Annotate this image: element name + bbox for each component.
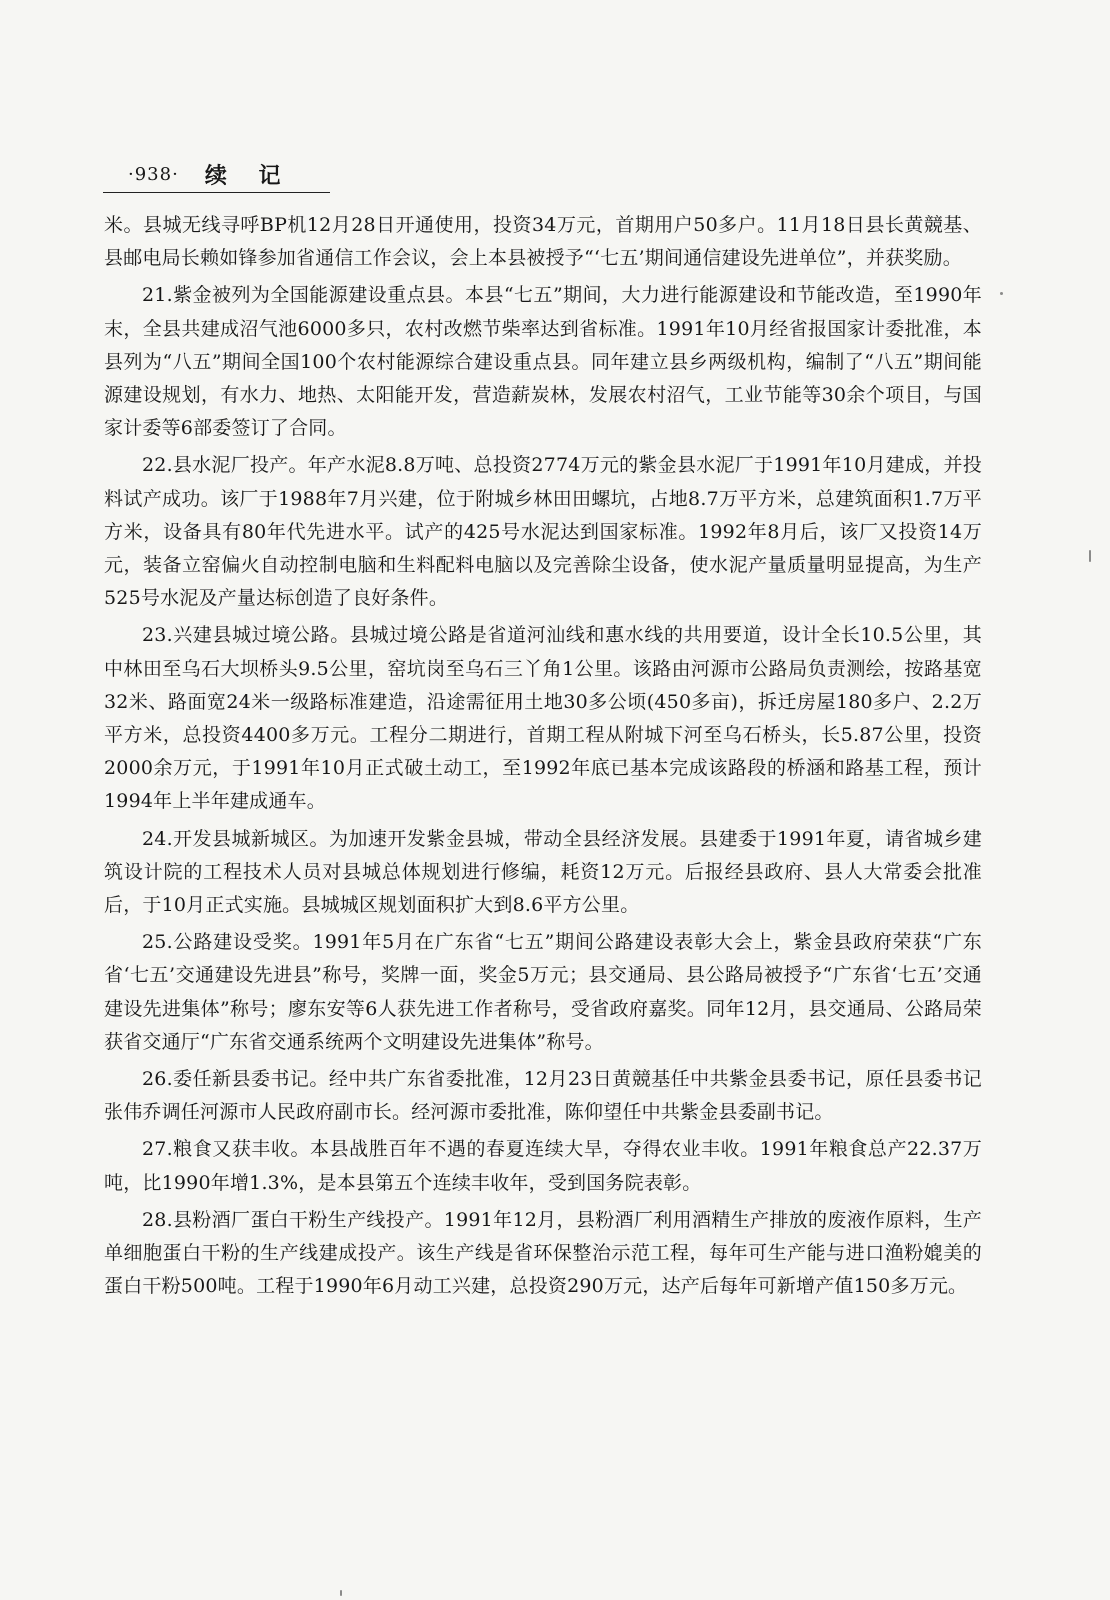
paragraph-25: 25.公路建设受奖。1991年5月在广东省“七五”期间公路建设表彰大会上，紫金县政府荣获“广东省‘七五’交通建设先进县”称号，奖牌一面，奖金5万元；县交通局、县公路局被授予“广东省‘七五’交通建设先进集体”称号；廖东安等6人获先进工作者称号，受省政府嘉奖。同年12月，县交通局、公路局荣获省交通厅“广东省交通系统两个文明建设先进集体”称号。 (104, 931, 982, 1053)
header-rule (103, 192, 330, 193)
scan-speck (1089, 550, 1091, 562)
page-number: ·938· (128, 163, 179, 185)
paragraph-27: 27.粮食又获丰收。本县战胜百年不遇的春夏连续大旱，夺得农业丰收。1991年粮食总产22.37万吨，比1990年增1.3%，是本县第五个连续丰收年，受到国务院表彰。 (104, 1138, 982, 1194)
page-header (128, 158, 328, 190)
paragraph-26: 26.委任新县委书记。经中共广东省委批准，12月23日黄競基任中共紫金县委书记，原任县委书记张伟乔调任河源市人民政府副市长。经河源市委批准，陈仰望任中共紫金县委副书记。 (104, 1068, 982, 1124)
paragraph-23: 23.兴建县城过境公路。县城过境公路是省道河汕线和惠水线的共用要道，设计全长10.5公里，其中林田至乌石大坝桥头9.5公里，窑坑岗至乌石三丫角1公里。该路由河源市公路局负责测绘，按路基宽32米、路面宽24米一级路标准建造，沿途需征用土地30多公顷(450多亩)，拆迁房屋180多户、2.2万平方米，总投资4400多万元。工程分二期进行，首期工程从附城下河至乌石桥头，长5.87公里，投资2000余万元，于1991年10月正式破土动工，至1992年底已基本完成该路段的桥涵和路基工程，预计1994年上半年建成通车。 (104, 624, 982, 813)
paragraph-24: 24.开发县城新城区。为加速开发紫金县城，带动全县经济发展。县建委于1991年夏，请省城乡建筑设计院的工程技术人员对县城总体规划进行修编，耗资12万元。后报经县政府、县人大常委会批准后，于10月正式实施。县城城区规划面积扩大到8.6平方公里。 (104, 827, 982, 917)
paragraph-21: 21.紫金被列为全国能源建设重点县。本县“七五”期间，大力进行能源建设和节能改造，至1990年末，全县共建成沼气池6000多只，农村改燃节柴率达到省标准。1991年10月经省报国家计委批准，本县列为“八五”期间全国100个农村能源综合建设重点县。同年建立县乡两级机构，编制了“八五”期间能源建设规划，有水力、地热、太阳能开发，营造薪炭林，发展农村沼气，工业节能等30余个项目，与国家计委等6部委签订了合同。 (104, 284, 982, 440)
scan-speck (340, 1590, 342, 1596)
paragraph-22: 22.县水泥厂投产。年产水泥8.8万吨、总投资2774万元的紫金县水泥厂于1991年10月建成，并投料试产成功。该厂于1988年7月兴建，位于附城乡林田田螺坑，占地8.7万平方米，总建筑面积1.7万平方米，设备具有80年代先进水平。试产的425号水泥达到国家标准。1992年8月后，该厂又投资14万元，装备立窑偏火自动控制电脑和生料配料电脑以及完善除尘设备，使水泥产量质量明显提高，为生产525号水泥及产量达标创造了良好条件。 (104, 454, 982, 610)
scan-speck (1000, 292, 1003, 295)
body-text (104, 209, 982, 1308)
section-title: 续 记 (204, 163, 293, 189)
paragraph-20-continued: 米。县城无线寻呼BP机12月28日开通使用，投资34万元，首期用户50多户。11月18日县长黄競基、县邮电局长赖如锋参加省通信工作会议，会上本县被授予“‘七五’期间通信建设先进单位”，并获奖励。 (104, 214, 982, 270)
paragraph-28: 28.县粉酒厂蛋白干粉生产线投产。1991年12月，县粉酒厂利用酒精生产排放的废液作原料，生产单细胞蛋白干粉的生产线建成投产。该生产线是省环保整治示范工程，每年可生产能与进口渔粉媲美的蛋白干粉500吨。工程于1990年6月动工兴建，总投资290万元，达产后每年可新增产值150多万元。 (104, 1208, 982, 1298)
